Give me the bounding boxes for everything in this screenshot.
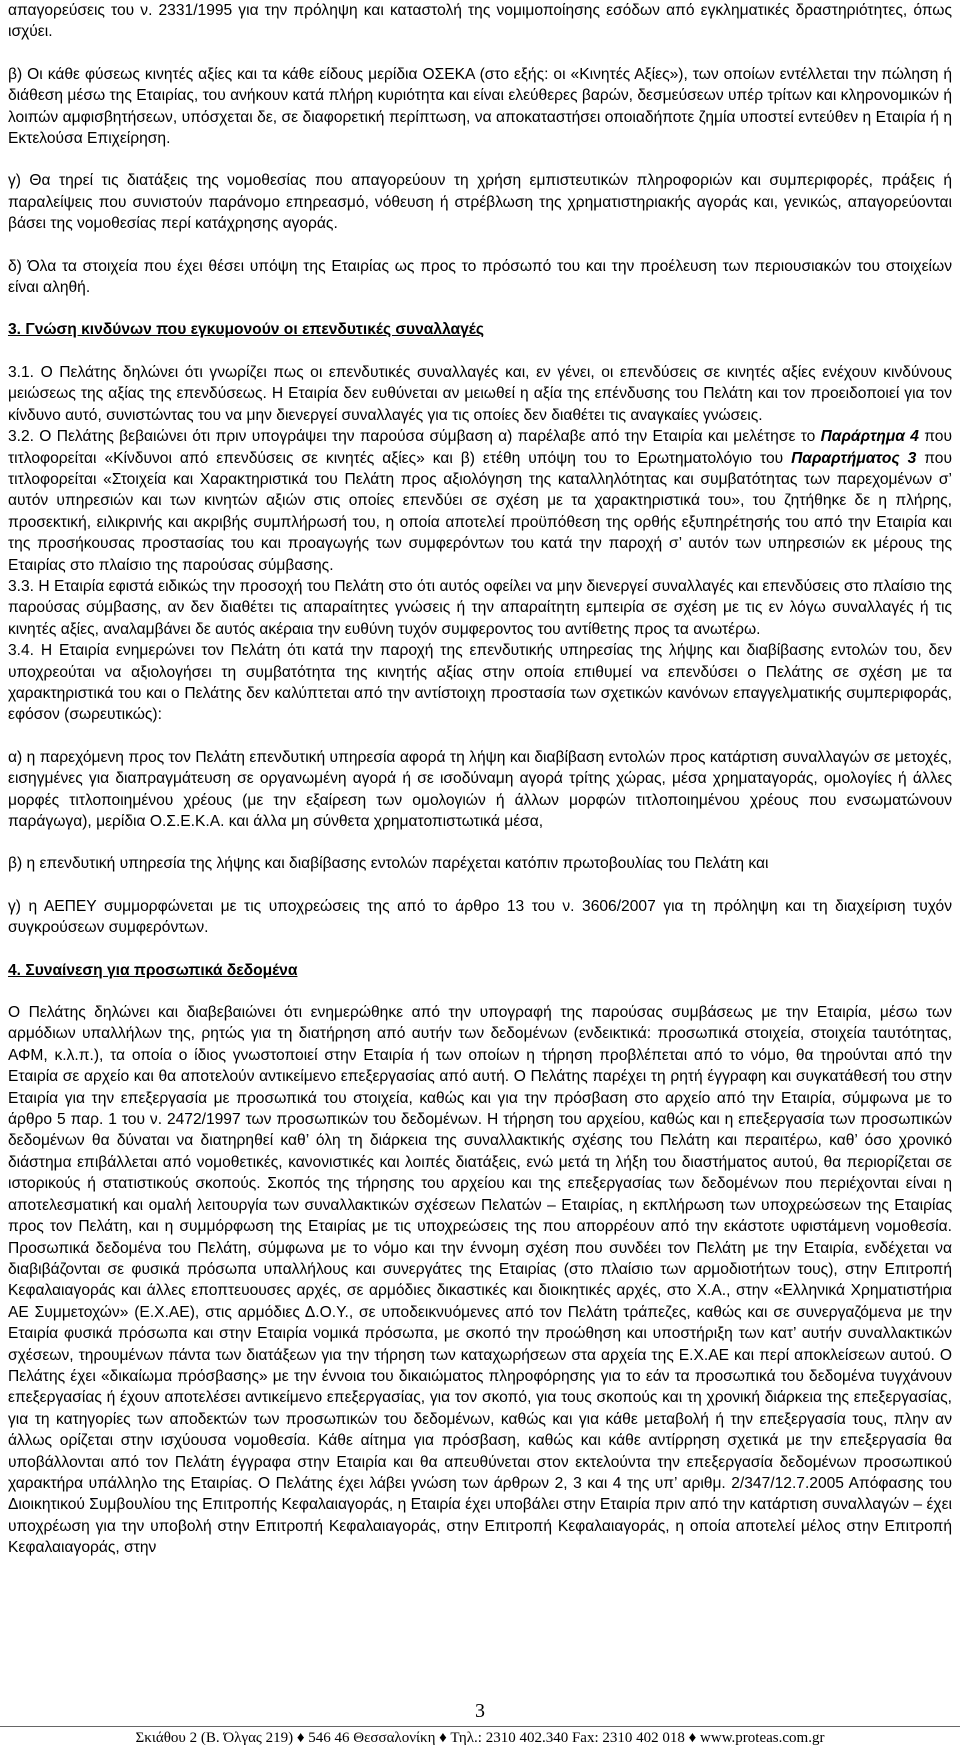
section-3-heading: 3. Γνώση κινδύνων που εγκυμονούν οι επενδυτικές συναλλαγές [8,321,484,339]
document-page [8,0,952,1559]
section-3-2-text-e: που τιτλοφορείται «Στοιχεία και Χαρακτηριστικά του Πελάτη προς αξιολόγηση της καταλληλότητας και συμβατότητας των παρεχομένων σ’ αυτόν υπηρεσιών και των κινητών αξιών στις οποίες επενδύει σε σχέση με τα χαρακτηριστικά του», του ζητήθηκε δε η πλήρης, προσεκτική, ειλικρινής και ακριβής συμπλήρωσή του, η οποία αποτελεί προϋπόθεση της ορθής εξυπηρέτησής του από την Εταιρία και της προσήκουσας προστασίας του και προαγωγής των συμφερόντων του κατά την παροχή σ’ αυτόν των υπηρεσιών εκ μέρους της Εταιρίας στο πλαίσιο της παρούσας σύμβασης. [8,449,952,574]
page-footer: Σκιάθου 2 (Β. Όλγας 219) ♦ 546 46 Θεσσαλονίκη ♦ Τηλ.: 2310 402.340 Fax: 2310 402 018 ♦ www.proteas.com.gr [0,1726,960,1750]
section-3-4-item-a: α) η παρεχόμενη προς τον Πελάτη επενδυτική υπηρεσία αφορά τη λήψη και διαβίβαση εντολών προς κατάρτιση συναλλαγών σε μετοχές, εισηγμένες για διαπραγμάτευση σε οργανωμένη αγορά ή σε ισοδύναμη αγορά τρίτης χώρας, μέσα χρηματαγοράς, ομολογίες ή άλλες μορφές τιτλοποιημένου χρέους (με την εξαίρεση των ομολογιών ή άλλων μορφών τιτλοποιημένου χρέους που ενσωματώνουν παράγωγα), μερίδια Ο.Σ.Ε.Κ.Α. και άλλα μη σύνθετα χρηματοπιστωτικά μέσα, [8,748,952,830]
section-3-1-paragraph: 3.1. Ο Πελάτης δηλώνει ότι γνωρίζει πως οι επενδυτικές συναλλαγές και, εν γένει, οι επενδύσεις σε κινητές αξίες ενέχουν κινδύνους μειώσεως της αξίας της επενδύσεως. Η Εταιρία δεν ευθύνεται αν μειωθεί η αξία της επένδυσης του Πελάτη και τον προειδοποιεί για τον κίνδυνο αυτό, συνιστώντας του να μην διενεργεί συναλλαγές για τις οποίες δεν διαθέτει τις αναγκαίες γνώσεις. [8,363,952,424]
section-3-4-paragraph: 3.4. Η Εταιρία ενημερώνει τον Πελάτη ότι κατά την παροχή της επενδυτικής υπηρεσίας της λήψης και διαβίβασης εντολών του, δεν υποχρεούται να αξιολογήσει τη συμβατότητα της κινητής αξίας στην οποία επιθυμεί να επενδύσει ο Πελάτης σε σχέση με τα χαρακτηριστικά του και ο Πελάτης δεν καλύπτεται από την αντίστοιχη προστασία των σχετικών κανόνων επαγγελματικής συμπεριφοράς, εφόσον (σωρευτικώς): [8,642,952,724]
intro-paragraph: απαγορεύσεις του ν. 2331/1995 για την πρόληψη και καταστολή της νομιμοποίησης εσόδων από εγκληματικές δραστηριότητες, όπως ισχύει. [8,2,952,41]
section-4-paragraph: Ο Πελάτης δηλώνει και διαβεβαιώνει ότι ενημερώθηκε από την υπογραφή της παρούσας συμβάσεως με την Εταιρία, μέσω των αρμόδιων υπαλλήλων της, ρητώς για τη διατήρηση από αυτήν των δεδομένων (ενδεικτικά: προσωπικά στοιχεία, στοιχεία ταυτότητας, ΑΦΜ, κ.λ.π.), τα οποία ο ίδιος γνωστοποιεί στην Εταιρία ή των οποίων η τήρηση προβλέπεται από το νόμο, θα τηρούνται από την Εταιρία σε αρχείο και θα αποτελούν αντικείμενο επεξεργασίας από αυτή. Ο Πελάτης παρέχει τη ρητή έγγραφη και συγκατάθεσή του στην Εταιρία για την επεξεργασία με προσωπικά του στοιχεία, καθώς και για την πρόσβαση στο αρχείο από την Εταιρία, σύμφωνα με το άρθρο 5 παρ. 1 του ν. 2472/1997 των προσωπικών του δεδομένων. Η τήρηση του αρχείου, καθώς και η επεξεργασία των προσωπικών δεδομένων θα δύναται να διατηρηθεί καθ’ όλη τη διάρκεια της συναλλακτικής σχέσης του Πελάτη και περαιτέρω, καθ’ όσο χρονικό διάστημα επιβάλλεται από νομοθετικές, κανονιστικές και λοιπές διατάξεις, ενώ μετά τη λήξη του διαστήματος αυτού, θα περιορίζεται σε ιστορικούς ή στατιστικούς σκοπούς. Σκοπός της τήρησης του αρχείου και της επεξεργασίας των δεδομένων που περιέχονται είναι η αποτελεσματική και ομαλή λειτουργία των συναλλακτικών σχέσεων Πελατών – Εταιρίας, η εκπλήρωση των υποχρεώσεων της Εταιρίας προς τον Πελάτη, και η συμμόρφωση της Εταιρίας με τις υποχρεώσεις της που απορρέουν από την εκάστοτε υφιστάμενη νομοθεσία. Προσωπικά δεδομένα του Πελάτη, σύμφωνα με το νόμο και την έννομη σχέση που συνδέει τον Πελάτη με την Εταιρία, ενδέχεται να διαβιβάζονται σε φυσικά πρόσωπα υπαλλήλους και συνεργάτες της Εταιρίας (στο πλαίσιο των αρμοδιοτήτων τους), στην Επιτροπή Κεφαλαιαγοράς και άλλες εποπτευουσες αρχές, σε αρμόδιες δικαστικές και διοικητικές αρχές, στο Χ.Α., στην «Ελληνικά Χρηματιστήρια ΑΕ Συμμετοχών» (Ε.Χ.ΑΕ), στις αρμόδιες Δ.Ο.Υ., σε υποδεικνυόμενες από τον Πελάτη τράπεζες, καθώς και σε συνεργαζόμενα με την Εταιρία φυσικά πρόσωπα και στην Εταιρία νομικά πρόσωπα, με σκοπό την προώθηση και υποστήριξη των κατ’ αυτήν συναλλακτικών σχέσεων, τηρουμένων πάντα των διατάξεων για την τήρηση των καταχωρήσεων στα αρχεία της Ε.Χ.ΑΕ και περί αποκλείσεων αυτού. Ο Πελάτης έχει «δικαίωμα πρόσβασης» με την έννοια του δικαιώματος πληροφόρησης για το εάν τα προσωπικά του δεδομένα τυγχάνουν επεξεργασίας ή έχουν αποτελέσει αντικείμενο επεξεργασίας, για τον σκοπό, για τους σκοπούς και τη χρονική διάρκεια της επεξεργασίας, για τη κατηγορίες των αποδεκτών των προσωπικών του δεδομένων, καθώς και για κάθε μεταβολή ή την επεξεργασία τους, πλην αν άλλως ορίζεται στην ισχύουσα νομοθεσία. Κάθε αίτημα για πρόσβαση, καθώς και κάθε αντίρρηση σχετικά με την επεξεργασία θα υποβάλλονται από τον Πελάτη έγγραφα στην Εταιρία και θα απευθύνεται στον εκτελούντα την επεξεργασία δεδομένων προσωπικού χαρακτήρα υπάλληλο της Εταιρίας. Ο Πελάτης έχει λάβει γνώση των άρθρων 2, 3 και 4 της υπ’ αριθμ. 2/347/12.7.2005 Απόφασης του Διοικητικού Συμβουλίου της Επιτροπής Κεφαλαιαγοράς, η Εταιρία έχει υποβάλει στην Εταιρία πριν από την κατάρτιση συναλλαγών – έχει υποχρέωση για την υποβολή στην Επιτροπή Κεφαλαιαγοράς, στην Επιτροπή Κεφαλαιαγοράς, η οποία αποτελεί μέλος στην Επιτροπή Κεφαλαιαγοράς, στην [8,1004,952,1557]
annex-4-ref: Παράρτημα 4 [820,428,919,446]
page-number: 3 [475,1700,485,1722]
annex-3-ref: Παραρτήματος 3 [791,449,917,467]
section-3-2-text-c: που τιτλοφορείται «Κίνδυνοι από επενδύσεις σε κινητές αξίες» και β) ετέθη υπόψη του το Ερωτηματολόγιο του [8,428,952,467]
section-3-4-item-c: γ) η ΑΕΠΕΥ συμμορφώνεται με τις υποχρεώσεις της από το άρθρο 13 του ν. 3606/2007 για τη πρόληψη και τη διαχείριση τυχόν συγκρούσεων συμφερόντων. [8,897,952,937]
section-3-2-text-a: 3.2. Ο Πελάτης βεβαιώνει ότι πριν υπογράψει την παρούσα σύμβαση α) παρέλαβε από την Εταιρία και μελέτησε το [8,428,821,446]
section-4-heading: 4. Συναίνεση για προσωπικά δεδομένα [8,961,298,979]
clause-c-paragraph: γ) Θα τηρεί τις διατάξεις της νομοθεσίας που απαγορεύουν τη χρήση εμπιστευτικών πληροφοριών και συμπεριφορές, πράξεις ή παραλείψεις που συνιστούν παράνομο επηρεασμό, νόθευση ή στρέβλωση της χρηματιστηριακής αγοράς και, γενικώς, απαγορεύονται βάσει της νομοθεσίας περί κατάχρησης αγοράς. [8,172,952,233]
section-3-3-paragraph: 3.3. Η Εταιρία εφιστά ειδικώς την προσοχή του Πελάτη στο ότι αυτός οφείλει να μην διενεργεί συναλλαγές και επενδύσεις στο πλαίσιο της παρούσας σύμβασης, αν δεν διαθέτει τις απαραίτητες γνώσεις ή την απαραίτητη εμπειρία σε σχέση με τις εν λόγω συναλλαγές ή τις κινητές αξίες, αναλαμβάνει δε αυτός ακέραια την ευθύνη τυχόν συμφεροντος του αντίθετης προς τα ανωτέρω. [8,577,952,638]
section-3-4-item-b: β) η επενδυτική υπηρεσία της λήψης και διαβίβασης εντολών παρέχεται κατόπιν πρωτοβουλίας του Πελάτη και [8,855,769,873]
clause-d-paragraph: δ) Όλα τα στοιχεία που έχει θέσει υπόψη της Εταιρίας ως προς το πρόσωπό του και την προέλευση των περιουσιακών του στοιχείων είναι αληθή. [8,257,952,297]
section-3-2-paragraph [8,426,952,576]
clause-b-paragraph: β) Οι κάθε φύσεως κινητές αξίες και τα κάθε είδους μερίδια ΟΣΕΚΑ (στο εξής: οι «Κινητές Αξίες»), των οποίων εντέλλεται την πώληση ή διάθεση μέσω της Εταιρίας, του ανήκουν κατά πλήρη κυριότητα και είναι ελεύθερες βαρών, δεσμεύσεων υπέρ τρίτων και κληρονομικών ή λοιπών αμφισβητήσεων, υπόσχεται δε, σε διαφορετική περίπτωση, να αποκαταστήσει οποιαδήποτε ζημία υποστεί εντεύθεν η Εταιρία ή η Εκτελούσα Επιχείρηση. [8,65,952,148]
